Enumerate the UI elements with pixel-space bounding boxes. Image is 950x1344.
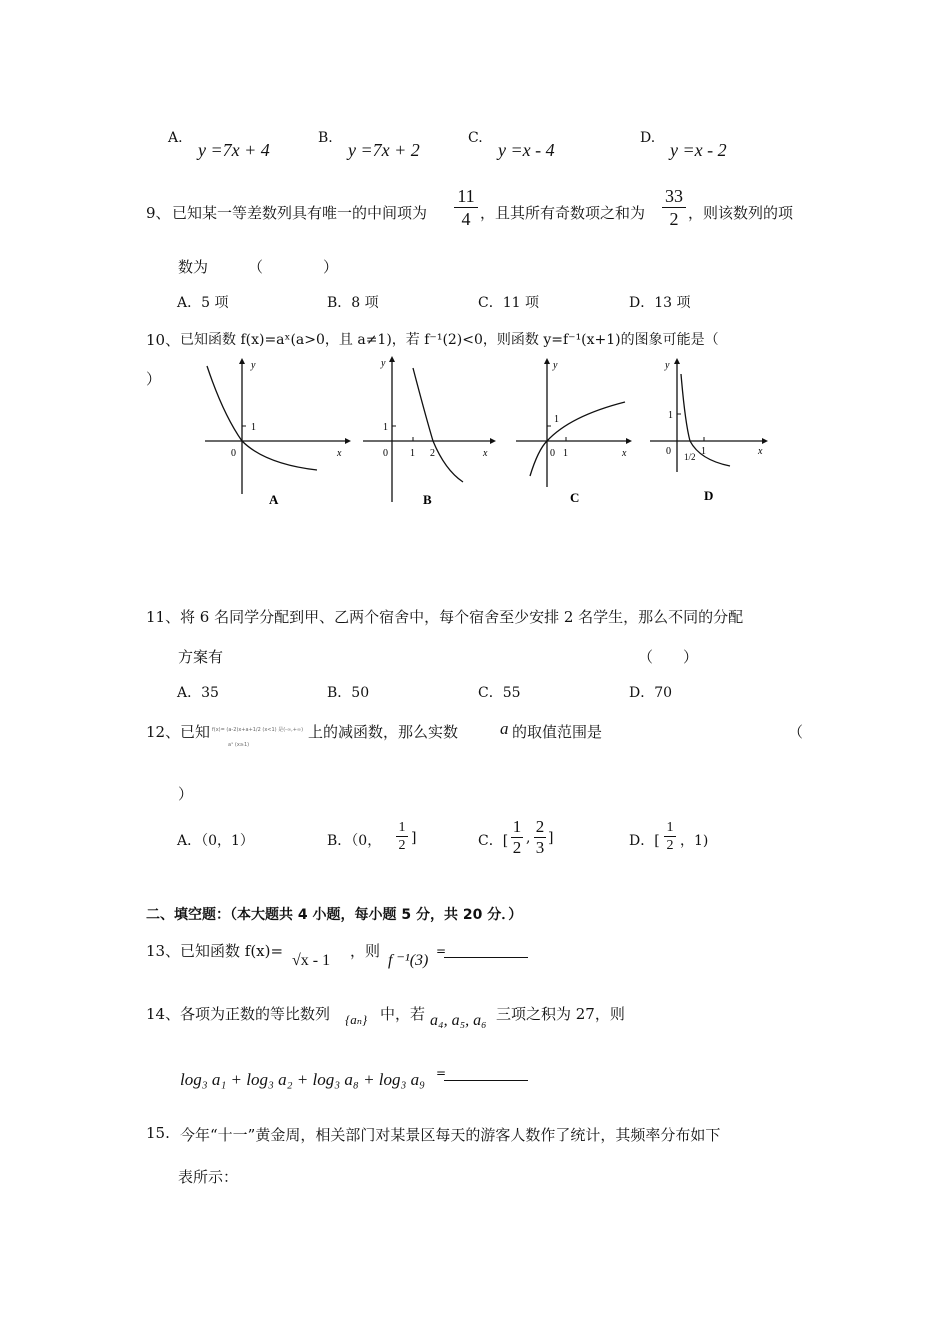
- q11-number: 11、: [146, 608, 181, 626]
- q12-close-paren: ）: [178, 785, 194, 803]
- q12-tiny-formula-2: aˣ (x≥1): [228, 742, 250, 748]
- q12-text-2: 的取值范围是: [512, 723, 603, 741]
- q12-option-c-den-1: 2: [512, 838, 522, 857]
- q9-fraction-1: [454, 186, 478, 229]
- q11-line-2: 方案有: [178, 648, 224, 666]
- q12-option-c-tail: ]: [548, 830, 554, 846]
- q12-option-d-tail: ，1): [680, 833, 709, 849]
- q9-text-1: 已知某一等差数列具有唯一的中间项为: [172, 204, 428, 222]
- q11-option-d: D．70: [629, 685, 673, 701]
- q11-answer-paren: （ ）: [638, 648, 699, 666]
- graph-a-x-label: x: [337, 448, 342, 459]
- q12-option-d-den: 2: [666, 838, 674, 853]
- q12-number: 12、: [146, 723, 181, 741]
- q15-number: 15.: [146, 1124, 170, 1142]
- q12-option-d-label: D．[: [629, 833, 660, 849]
- q12-variable: a: [500, 719, 509, 738]
- q9-option-d: D．13 项: [629, 295, 691, 311]
- graph-b-y-label: y: [381, 358, 386, 369]
- q12-option-d-fraction: [664, 820, 676, 853]
- graph-c-label: C: [570, 490, 580, 505]
- q12-prefix: 已知: [180, 723, 211, 741]
- graph-d-y-tick: 1: [668, 410, 673, 421]
- q14-text-2: 中，若: [380, 1005, 426, 1023]
- section-2-title: 二、填空题：（本大题共 4 小题，每小题 5 分，共 20 分．）: [146, 907, 523, 923]
- q12-option-d-num: 1: [666, 820, 674, 835]
- q8-option-c-expr: y =x - 4: [498, 140, 555, 160]
- q9-fraction-1-den: 4: [461, 209, 471, 229]
- q9-fraction-2: [662, 186, 686, 229]
- q15-text: 今年“十一”黄金周，相关部门对某景区每天的游客人数作了统计，其频率分布如下: [180, 1126, 721, 1144]
- q12-option-c-den-2: 3: [535, 838, 545, 857]
- q13-number: 13、: [146, 942, 181, 960]
- q14-answer-blank: [444, 1080, 528, 1081]
- graph-d: [640, 352, 775, 512]
- graph-b: [355, 352, 505, 512]
- q13-text-2: ，则: [350, 942, 381, 960]
- q12-option-c-fraction-1: [511, 818, 523, 857]
- q13-inverse: f ⁻¹(3): [388, 952, 429, 969]
- q9-text-2: ，且其所有奇数项之和为: [480, 204, 646, 222]
- graph-a-y-label: y: [251, 360, 256, 371]
- q14-number: 14、: [146, 1005, 181, 1023]
- graph-d-origin: 0: [666, 446, 671, 457]
- q9-answer-paren: （ ）: [248, 258, 339, 276]
- q8-option-a-label: A.: [168, 130, 183, 146]
- q9-fraction-2-den: 2: [669, 209, 679, 229]
- q14-sequence: {aₙ}: [345, 1012, 368, 1027]
- q14-equals: =: [436, 1066, 447, 1080]
- q12-tiny-formula-1: f(x)= (a-2)x+a+1/2 (x<1) 是(-∞,+∞): [212, 727, 304, 733]
- q12-option-b-fraction: [396, 820, 408, 853]
- graph-d-label: D: [704, 488, 714, 503]
- graph-d-x-tick-1: 1: [701, 446, 706, 457]
- q8-option-d-expr: y =x - 2: [670, 140, 727, 160]
- graph-c-x-label: x: [622, 448, 627, 459]
- q8-option-b-expr: y =7x + 2: [348, 140, 420, 160]
- graph-b-y-tick: 1: [383, 422, 388, 433]
- q12-option-a: A．（0，1）: [177, 833, 254, 849]
- graph-b-label: B: [423, 492, 432, 507]
- graph-d-x-label: x: [758, 446, 763, 457]
- graph-d-x-tick-half: 1/2: [684, 452, 696, 462]
- graph-c-x-tick-1: 1: [563, 448, 568, 459]
- q9-option-a: A．5 项: [177, 295, 229, 311]
- graph-b-origin: 0: [383, 448, 388, 459]
- q9-option-b: B．8 项: [327, 295, 379, 311]
- graph-a: [195, 352, 355, 512]
- q9-option-c: C．11 项: [478, 295, 539, 311]
- q9-number: 9、: [146, 204, 171, 222]
- q11-text: 将 6 名同学分配到甲、乙两个宿舍中，每个宿舍至少安排 2 名学生，那么不同的分配: [180, 608, 744, 626]
- graph-d-y-label: y: [665, 360, 670, 371]
- q14-text: 各项为正数的等比数列: [180, 1005, 331, 1023]
- graph-a-tick-1: 1: [251, 422, 256, 433]
- q8-option-a-expr: y =7x + 4: [198, 140, 270, 160]
- q12-option-b-label: B．（0，: [327, 833, 382, 849]
- q12-option-b-num: 1: [398, 820, 406, 835]
- graph-b-x-tick-1: 1: [410, 448, 415, 459]
- q12-option-b-tail: ]: [411, 830, 417, 846]
- q13-text: 已知函数 f(x)=: [180, 942, 284, 960]
- q14-log-expression: log₃ a₁ + log₃ a₂ + log₃ a₈ + log₃ a₉: [180, 1070, 426, 1089]
- q9-line-2: 数为: [178, 258, 209, 276]
- q11-option-b: B．50: [327, 685, 370, 701]
- q8-option-c-label: C.: [468, 130, 483, 146]
- q12-option-b-den: 2: [398, 838, 406, 853]
- q13-answer-blank: [444, 957, 528, 958]
- q13-equals: =: [436, 944, 447, 958]
- q9-fraction-2-num: 33: [665, 186, 683, 206]
- q14-text-3: 三项之积为 27，则: [496, 1005, 625, 1023]
- graph-a-origin: 0: [231, 448, 236, 459]
- q9-text-3: ，则该数列的项: [688, 204, 794, 222]
- q14-terms: a₄, a₅, a₆: [430, 1012, 487, 1029]
- q12-open-paren: （: [788, 723, 804, 741]
- graph-b-x-tick-2: 2: [430, 448, 435, 459]
- graph-b-x-label: x: [483, 448, 488, 459]
- graph-c-y-tick: 1: [554, 414, 559, 425]
- q12-option-c-separator: ,: [526, 830, 531, 846]
- q8-option-d-label: D.: [640, 130, 656, 146]
- q9-fraction-1-num: 11: [457, 186, 475, 206]
- graph-a-label: A: [269, 492, 279, 507]
- q10-close-paren: ）: [146, 370, 162, 388]
- q10-number: 10、: [146, 331, 181, 349]
- q12-option-c-label: C．[: [478, 833, 509, 849]
- q8-option-b-label: B.: [318, 130, 333, 146]
- q15-line-2: 表所示：: [178, 1168, 239, 1186]
- q12-option-c-num-1: 1: [512, 817, 522, 836]
- q12-option-c-fraction-2: [534, 818, 546, 857]
- q12-option-c-num-2: 2: [535, 817, 545, 836]
- graph-c-origin: 0: [550, 448, 555, 459]
- graph-c: [510, 352, 640, 512]
- q11-option-a: A．35: [177, 685, 219, 701]
- q10-text: 已知函数 f(x)=aˣ(a>0，且 a≠1)，若 f⁻¹(2)<0，则函数 y=f⁻¹(x+1)的图象可能是（: [180, 332, 719, 348]
- q13-expression: √x - 1: [292, 952, 331, 969]
- q12-text: 上的减函数，那么实数: [308, 723, 459, 741]
- graph-c-y-label: y: [553, 360, 558, 371]
- q11-option-c: C．55: [478, 685, 521, 701]
